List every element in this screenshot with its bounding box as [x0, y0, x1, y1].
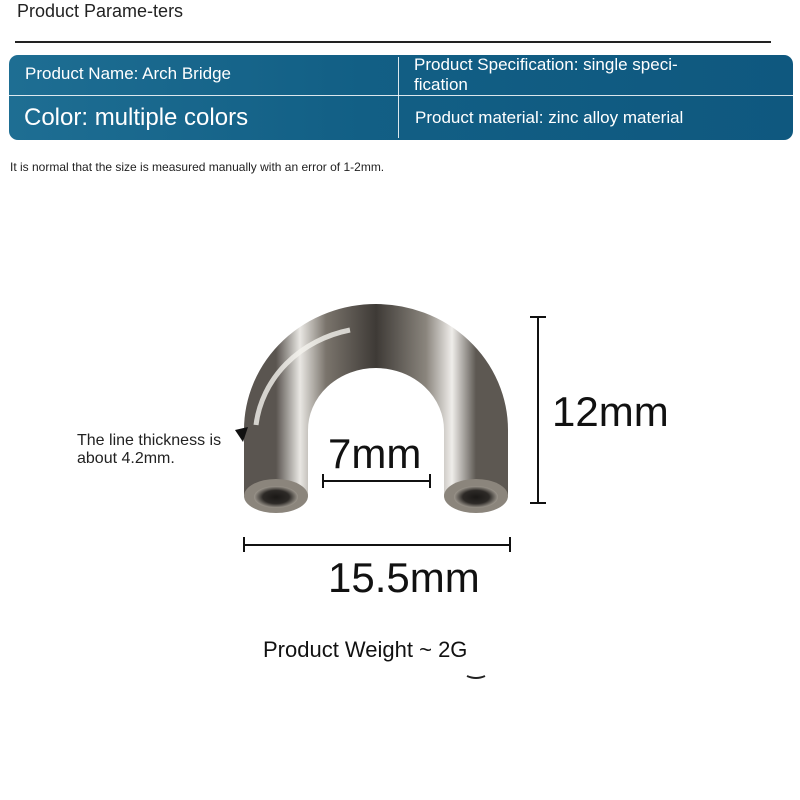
product-specification: Product Specification: single speci-fication [414, 55, 678, 94]
inner-width-label: 7mm [328, 430, 422, 477]
decorative-mark [467, 676, 485, 678]
page-title: Product Parame-ters [17, 1, 184, 21]
product-material: Product material: zinc alloy material [415, 108, 684, 127]
height-label: 12mm [552, 388, 669, 435]
product-name: Product Name: Arch Bridge [25, 64, 231, 83]
product-weight: Product Weight ~ 2G [263, 637, 468, 662]
outer-width-label: 15.5mm [328, 554, 480, 601]
measurement-note: It is normal that the size is measured manually with an error of 1-2mm. [10, 160, 385, 174]
arch-bridge-image [244, 330, 508, 513]
product-color: Color: multiple colors [24, 104, 249, 131]
thickness-label: The line thickness is about 4.2mm. [77, 432, 222, 467]
